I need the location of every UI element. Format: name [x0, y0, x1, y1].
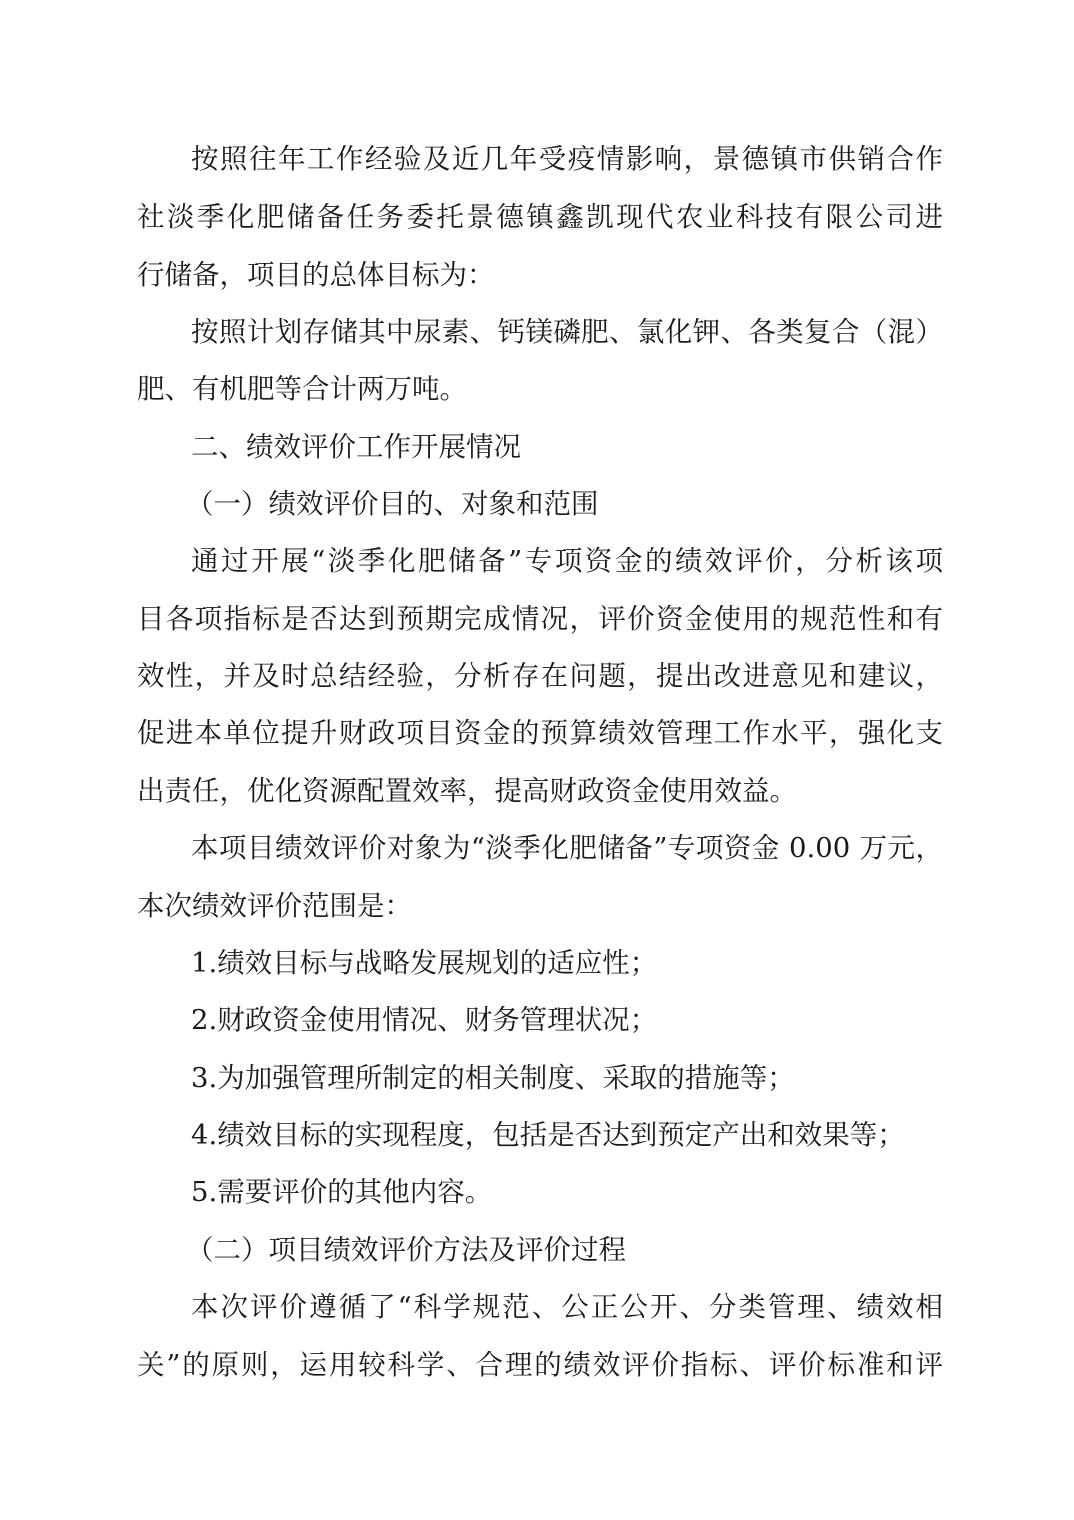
paragraph-line: 社淡季化肥储备任务委托景德镇鑫凯现代农业科技有限公司进: [137, 201, 943, 233]
paragraph-line: 效性，并及时总结经验，分析存在问题，提出改进意见和建议，: [137, 660, 943, 692]
paragraph-line: 行储备，项目的总体目标为：: [137, 259, 495, 291]
list-item: 4.绩效目标的实现程度，包括是否达到预定产出和效果等；: [191, 1119, 905, 1151]
list-item: 3.为加强管理所制定的相关制度、采取的措施等；: [191, 1062, 795, 1094]
paragraph-line: 促进本单位提升财政项目资金的预算绩效管理工作水平，强化支: [137, 717, 943, 749]
paragraph-line: 目各项指标是否达到预期完成情况，评价资金使用的规范性和有: [137, 603, 943, 635]
list-item: 5.需要评价的其他内容。: [191, 1176, 493, 1208]
section-heading: 二、绩效评价工作开展情况: [191, 431, 521, 463]
paragraph-line: 关”的原则，运用较科学、合理的绩效评价指标、评价标准和评: [137, 1349, 943, 1381]
paragraph-line: 肥、有机肥等合计两万吨。: [137, 373, 467, 405]
paragraph-line: 本次绩效评价范围是：: [137, 890, 412, 922]
paragraph-line: 通过开展“淡季化肥储备”专项资金的绩效评价，分析该项: [191, 545, 943, 577]
subsection-heading: （一）绩效评价目的、对象和范围: [186, 488, 599, 520]
list-item: 1.绩效目标与战略发展规划的适应性；: [191, 947, 658, 979]
subsection-heading: （二）项目绩效评价方法及评价过程: [186, 1234, 626, 1266]
list-item: 2.财政资金使用情况、财务管理状况；: [191, 1004, 658, 1036]
paragraph-line: 按照计划存储其中尿素、钙镁磷肥、氯化钾、各类复合（混）: [191, 316, 943, 348]
paragraph-line: 按照往年工作经验及近几年受疫情影响，景德镇市供销合作: [191, 143, 943, 175]
paragraph-line: 本次评价遵循了“科学规范、公正公开、分类管理、绩效相: [191, 1291, 943, 1323]
paragraph-line: 本项目绩效评价对象为“淡季化肥储备”专项资金 0.00 万元，: [191, 832, 943, 864]
paragraph-line: 出责任，优化资源配置效率，提高财政资金使用效益。: [137, 775, 797, 807]
